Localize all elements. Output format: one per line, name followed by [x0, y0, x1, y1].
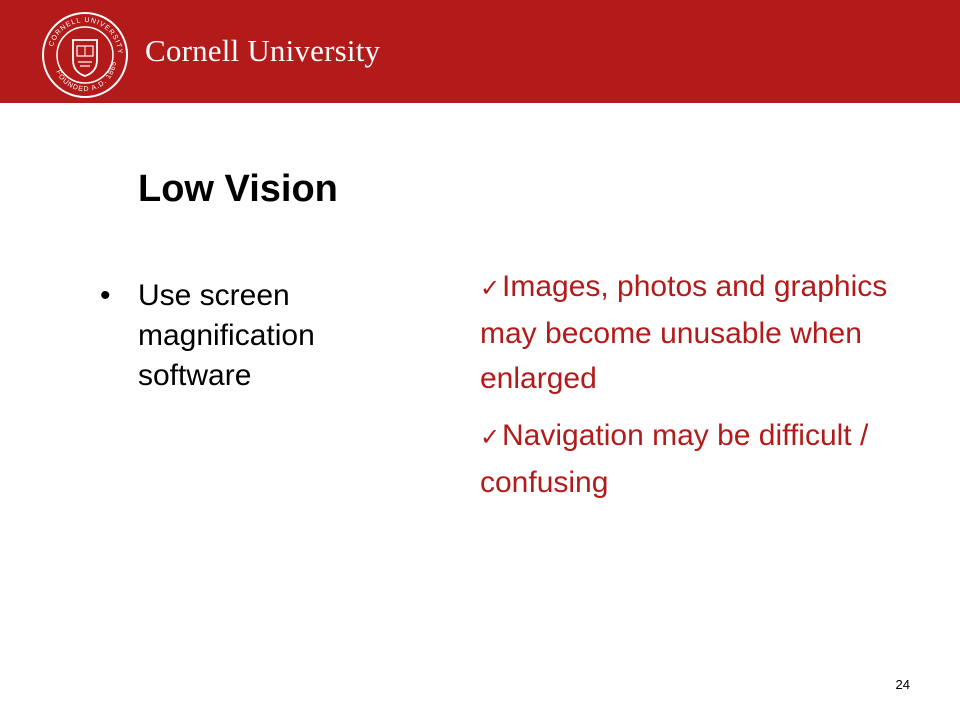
bullet-text: Use screen magnification software: [138, 279, 315, 392]
checklist-item-text: Navigation may be difficult / confusing: [480, 419, 869, 499]
svg-text:FOUNDED A.D. 1865: FOUNDED A.D. 1865: [54, 60, 119, 94]
bullet-icon: •: [100, 279, 111, 312]
bullet-list: [100, 276, 400, 396]
checklist-item-text: Images, photos and graphics may become unusable when enlarged: [480, 270, 888, 395]
cornell-seal-icon: [40, 10, 130, 100]
header-bar: [0, 0, 960, 103]
slide-title: Low Vision: [138, 168, 338, 210]
check-icon: ✓: [480, 424, 501, 451]
page-number: 24: [895, 677, 910, 692]
list-item: [100, 276, 400, 396]
svg-text:CORNELL UNIVERSITY: CORNELL UNIVERSITY: [48, 16, 124, 55]
checklist-item: [480, 413, 900, 505]
check-icon: ✓: [480, 275, 501, 302]
university-wordmark: Cornell University: [145, 33, 381, 68]
checklist-item: [480, 264, 900, 401]
checklist: [480, 264, 900, 517]
